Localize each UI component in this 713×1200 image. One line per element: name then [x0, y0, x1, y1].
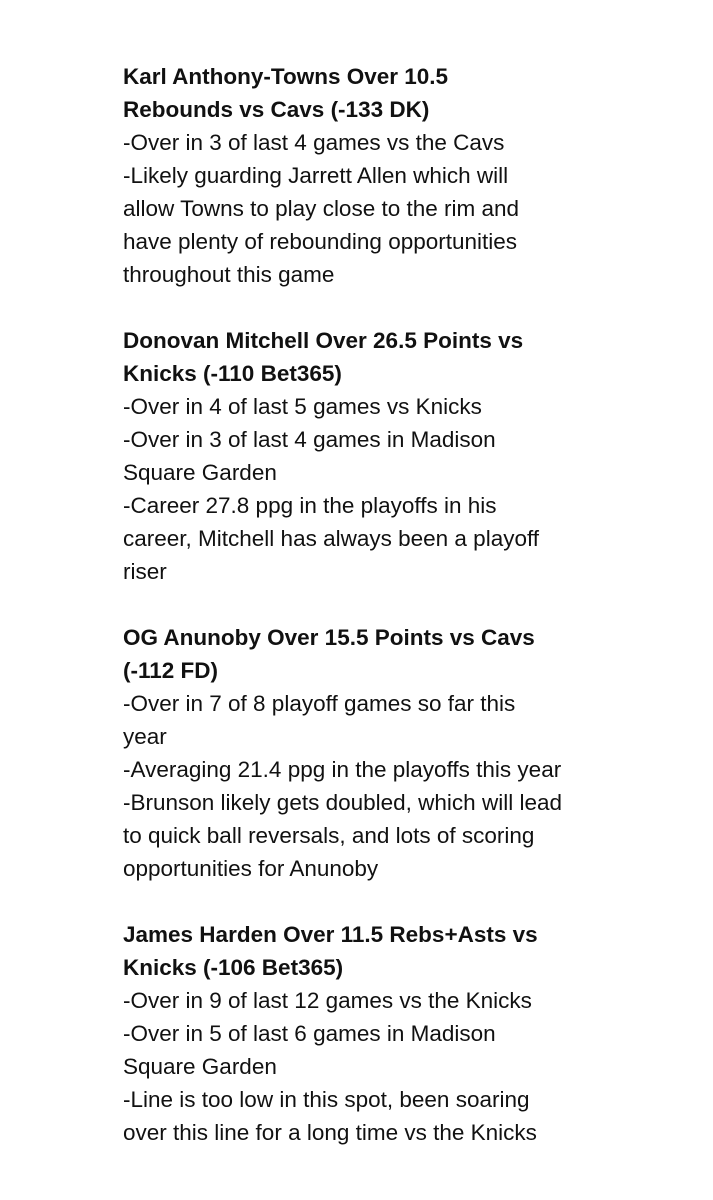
pick-title: OG Anunoby Over 15.5 Points vs Cavs (-112 FD): [123, 625, 535, 683]
pick-note: -Likely guarding Jarrett Allen which will allow Towns to play close to the rim and have plenty of rebounding opportunities throughout this game: [123, 163, 520, 287]
pick-card: [123, 918, 703, 1149]
pick-note: -Over in 3 of last 4 games in Madison Square Garden: [123, 427, 496, 485]
picks-document: [123, 60, 703, 1182]
pick-note: -Brunson likely gets doubled, which will lead to quick ball reversals, and lots of scoring opportunities for Anunoby: [123, 790, 562, 881]
pick-title: James Harden Over 11.5 Rebs+Asts vs Knicks (-106 Bet365): [123, 922, 538, 980]
pick-note: -Line is too low in this spot, been soaring over this line for a long time vs the Knicks: [123, 1087, 537, 1145]
pick-title: Karl Anthony-Towns Over 10.5 Rebounds vs Cavs (-133 DK): [123, 64, 449, 122]
pick-note: -Over in 9 of last 12 games vs the Knicks: [123, 988, 532, 1013]
pick-note: -Career 27.8 ppg in the playoffs in his career, Mitchell has always been a playoff riser: [123, 493, 540, 584]
pick-note: -Over in 7 of 8 playoff games so far this year: [123, 691, 516, 749]
pick-note: -Over in 3 of last 4 games vs the Cavs: [123, 130, 505, 155]
pick-title: Donovan Mitchell Over 26.5 Points vs Knicks (-110 Bet365): [123, 328, 524, 386]
pick-note: -Averaging 21.4 ppg in the playoffs this year: [123, 757, 562, 782]
pick-card: [123, 621, 703, 885]
pick-card: [123, 60, 703, 291]
pick-card: [123, 324, 703, 588]
pick-note: -Over in 4 of last 5 games vs Knicks: [123, 394, 482, 419]
pick-note: -Over in 5 of last 6 games in Madison Square Garden: [123, 1021, 496, 1079]
